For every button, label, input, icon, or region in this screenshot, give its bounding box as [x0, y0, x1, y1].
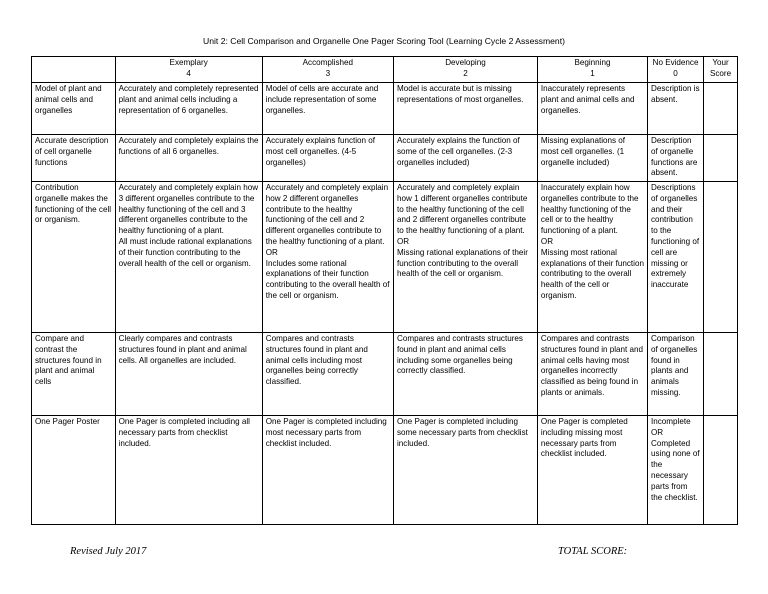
- accomplished-cell: [262, 182, 393, 333]
- cell-text: Accurately explains function of most cell organelles. (4-5 organelles): [265, 136, 376, 167]
- cell-text: Accurately and completely explain how 3 different organelles contribute to the healthy functioning of the cell and 3 different organelles contribute to the healthy functioning of a plant.: [118, 183, 259, 236]
- header-label: Your: [712, 58, 729, 67]
- revised-date: Revised July 2017: [70, 546, 147, 557]
- beginning-cell: [537, 135, 647, 182]
- table-row: [32, 416, 738, 525]
- table-row: [32, 333, 738, 416]
- cell-text: One Pager is completed including missing most necessary parts from checklist included.: [540, 417, 628, 459]
- your-score-cell[interactable]: [704, 83, 738, 135]
- cell-text: All must include rational explanations of their function contributing to the overall health of the cell or organism.: [118, 236, 252, 268]
- page-title: Unit 2: Cell Comparison and Organelle One Pager Scoring Tool (Learning Cycle 2 Assessment): [203, 36, 565, 46]
- cell-text: Accurately and completely explain how 1 different organelles contribute to the healthy functioning of the cell and 2 different organelles contribute to the healthy functioning of a plant.: [396, 183, 528, 236]
- cell-text: Compares and contrasts structures found in plant and animal cells having most organelles incorrectly classified as being found in plants or animals.: [540, 334, 644, 397]
- header-label: No Evidence: [652, 58, 699, 67]
- no-evidence-cell: [648, 416, 704, 525]
- cell-text: OR: [651, 427, 664, 437]
- no-evidence-cell: [648, 182, 704, 333]
- criterion-cell: One Pager Poster: [32, 416, 116, 525]
- exemplary-cell: [115, 333, 262, 416]
- header-label: Accomplished: [302, 58, 354, 67]
- your-score-cell[interactable]: [704, 333, 738, 416]
- header-developing: [393, 57, 537, 83]
- cell-text: Compares and contrasts structures found in plant and animal cells including some organelles being correctly classified.: [396, 334, 523, 376]
- cell-text: Description is absent.: [651, 84, 700, 104]
- cell-text: Accurately and completely explain how 2 different organelles contribute to the healthy functioning of the cell and 2 different organelles contribute to the healthy functioning of a plant.: [265, 183, 389, 246]
- exemplary-cell: [115, 83, 262, 135]
- cell-text: OR: [396, 236, 410, 246]
- criterion-cell: Contribution organelle makes the functioning of the cell or organism.: [32, 182, 116, 333]
- cell-text: Accurately and completely explains the functions of all 6 organelles.: [118, 136, 259, 156]
- beginning-cell: [537, 182, 647, 333]
- criterion-cell: Accurate description of cell organelle functions: [32, 135, 116, 182]
- cell-text: Description of organelle functions are absent.: [651, 136, 698, 178]
- cell-text: Includes some rational explanations of their function contributing to the overall health of the cell or organism.: [265, 258, 390, 300]
- criterion-cell: Model of plant and animal cells and organelles: [32, 83, 116, 135]
- your-score-cell[interactable]: [704, 182, 738, 333]
- header-beginning: [537, 57, 647, 83]
- developing-cell: [393, 416, 537, 525]
- your-score-cell[interactable]: [704, 416, 738, 525]
- header-your-score: [704, 57, 738, 83]
- exemplary-cell: [115, 416, 262, 525]
- exemplary-cell: [115, 182, 262, 333]
- header-exemplary: [115, 57, 262, 83]
- cell-text: One Pager is completed including most necessary parts from checklist included.: [265, 417, 387, 448]
- cell-text: Clearly compares and contrasts structures found in plant and animal cells. All organelles are included.: [118, 334, 247, 365]
- header-score: 0: [673, 68, 678, 78]
- header-accomplished: [262, 57, 393, 83]
- header-score: Score: [709, 68, 732, 78]
- developing-cell: [393, 182, 537, 333]
- header-score: 1: [590, 68, 595, 78]
- scoring-rubric-table: [31, 56, 738, 525]
- cell-text: Descriptions of organelles and their contribution to the functioning of cell are missing or extremely inaccurate: [651, 183, 700, 290]
- developing-cell: [393, 135, 537, 182]
- cell-text: OR: [540, 236, 554, 246]
- accomplished-cell: [262, 416, 393, 525]
- cell-text: Missing rational explanations of their function contributing to the overall health of the cell or organism.: [396, 247, 528, 279]
- no-evidence-cell: [648, 333, 704, 416]
- accomplished-cell: [262, 333, 393, 416]
- criterion-cell: Compare and contrast the structures found in plant and animal cells: [32, 333, 116, 416]
- cell-text: OR: [265, 247, 278, 257]
- cell-text: Inaccurately explain how organelles contribute to the healthy functioning of the cell or to the healthy functioning of a plant.: [540, 183, 639, 236]
- header-label: Exemplary: [169, 58, 208, 67]
- cell-text: Accurately explains the function of some of the cell organelles. (2-3 organelles included): [396, 136, 520, 167]
- table-row: [32, 135, 738, 182]
- header-label: Beginning: [574, 58, 611, 67]
- header-score: 2: [463, 68, 468, 78]
- accomplished-cell: [262, 83, 393, 135]
- your-score-cell[interactable]: [704, 135, 738, 182]
- cell-text: Model of cells are accurate and include representation of some organelles.: [265, 84, 379, 115]
- no-evidence-cell: [648, 83, 704, 135]
- cell-text: Compares and contrasts structures found in plant and animal cells including most organelles being correctly classified.: [265, 334, 368, 387]
- beginning-cell: [537, 333, 647, 416]
- header-no-evidence: [648, 57, 704, 83]
- cell-text: Missing most rational explanations of their function contributing to the overall health of the cell or organism.: [540, 247, 644, 300]
- header-score: 3: [325, 68, 331, 78]
- cell-text: Model is accurate but is missing representations of most organelles.: [396, 84, 524, 104]
- developing-cell: [393, 333, 537, 416]
- cell-text: Incomplete: [651, 417, 691, 426]
- header-score: 4: [186, 68, 191, 78]
- cell-text: Accurately and completely represented plant and animal cells including a representation of 6 organelles.: [118, 84, 259, 115]
- table-row: [32, 182, 738, 333]
- header-row: [32, 57, 738, 83]
- cell-text: Completed using none of the necessary parts from the checklist.: [651, 438, 700, 502]
- developing-cell: [393, 83, 537, 135]
- exemplary-cell: [115, 135, 262, 182]
- beginning-cell: [537, 83, 647, 135]
- cell-text: Comparison of organelles found in plants and animals missing.: [651, 334, 698, 397]
- cell-text: One Pager is completed including some necessary parts from checklist included.: [396, 417, 528, 448]
- header-criterion: [32, 57, 116, 83]
- table-row: [32, 83, 738, 135]
- beginning-cell: [537, 416, 647, 525]
- header-label: Developing: [445, 58, 486, 67]
- cell-text: Inaccurately represents plant and animal cells and organelles.: [540, 84, 635, 115]
- cell-text: One Pager is completed including all necessary parts from checklist included.: [118, 417, 250, 448]
- total-score-label: TOTAL SCORE:: [558, 546, 628, 557]
- accomplished-cell: [262, 135, 393, 182]
- no-evidence-cell: [648, 135, 704, 182]
- cell-text: Missing explanations of most cell organelles. (1 organelle included): [540, 136, 626, 167]
